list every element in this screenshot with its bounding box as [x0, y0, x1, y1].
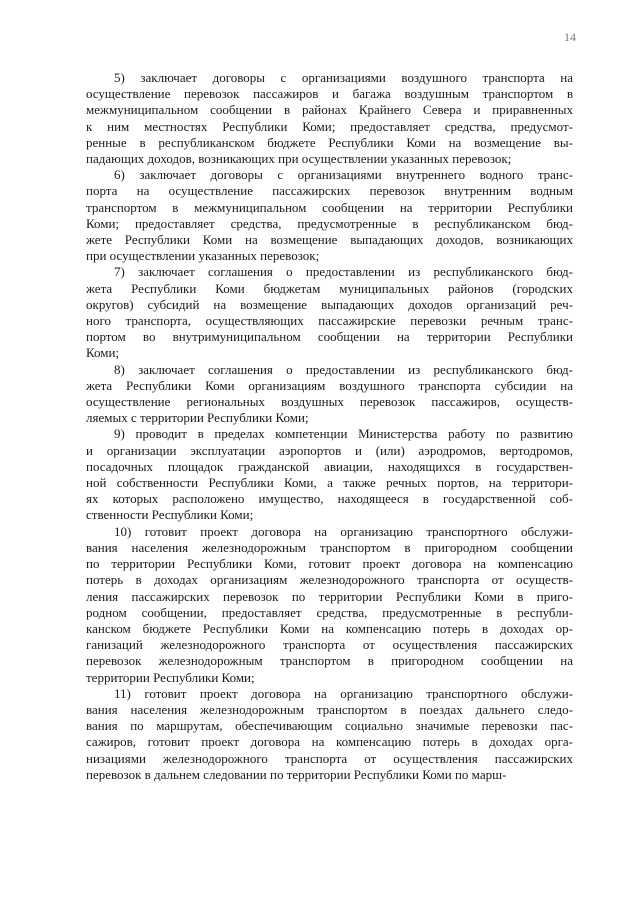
text-line: перевозок железнодорожным транспортом в пригородном сообщении на — [86, 653, 573, 669]
text-line: 6) заключает договоры с организациями внутреннего водного транс- — [114, 167, 573, 183]
document-body — [86, 70, 573, 783]
text-line: 11) готовит проект договора на организацию транспортного обслужи- — [114, 685, 573, 701]
page-number: 14 — [564, 30, 576, 44]
text-line: транспортом в межмуниципальном сообщении на территории Республики — [86, 199, 573, 215]
text-line: перевозок в дальнем следовании по территории Республики Коми по марш- — [86, 766, 507, 782]
text-line: ного транспорта, осуществляющих пассажирские перевозки речным транс- — [86, 313, 573, 329]
paragraph-item-11 — [86, 686, 573, 783]
text-line: Коми; предоставляет средства, предусмотренные в республиканском бюд- — [86, 215, 573, 231]
text-line: родном сообщении, предоставляет средства, предусмотренные в республи- — [86, 604, 573, 620]
text-line: ственности Республики Коми; — [86, 507, 254, 523]
text-line: ганизаций железнодорожного транспорта от осуществления пассажирских — [86, 637, 573, 653]
paragraph-item-6 — [86, 167, 573, 264]
text-line: осуществление перевозок пассажиров и багажа воздушным транспортом в — [86, 86, 573, 102]
text-line: портом во внутримуниципальном сообщении на территории Республики — [86, 329, 573, 345]
text-line: вания населения железнодорожным транспортом в поездах дальнего следо- — [86, 701, 573, 717]
text-line: порта на осуществление пассажирских перевозок внутренним водным — [86, 183, 573, 199]
text-line: низациями железнодорожного транспорта от осуществления пассажирских — [86, 750, 573, 766]
text-line: сажиров, готовит проект договора на компенсацию потерь в доходах орга- — [86, 734, 573, 750]
paragraph-item-5 — [86, 70, 573, 167]
text-line: осуществление региональных воздушных перевозок пассажиров, осуществ- — [86, 394, 573, 410]
text-line: жета Республики Коми бюджетам муниципальных районов (городских — [86, 280, 573, 296]
text-line: территории Республики Коми; — [86, 669, 255, 685]
text-line: и организации эксплуатации аэропортов и (или) аэродромов, вертодромов, — [86, 442, 573, 458]
text-line: посадочных площадок гражданской авиации, находящихся в государствен- — [86, 458, 573, 474]
text-line: 8) заключает соглашения о предоставлении из республиканского бюд- — [114, 361, 573, 377]
text-line: падающих доходов, возникающих при осуществлении указанных перевозок; — [86, 151, 512, 167]
text-line: ления пассажирских перевозок по территории Республики Коми в приго- — [86, 588, 573, 604]
text-line: Коми; — [86, 345, 120, 361]
text-line: вания по маршрутам, обеспечивающим социально значимые перевозки пас- — [86, 718, 573, 734]
text-line: жета Республики Коми организациям воздушного транспорта субсидии на — [86, 377, 573, 393]
text-line: к ним местностях Республики Коми; предоставляет средства, предусмот- — [86, 118, 573, 134]
text-line: межмуниципальном сообщении в районах Крайнего Севера и приравненных — [86, 102, 573, 118]
text-line: по территории Республики Коми, готовит проект договора на компенсацию — [86, 556, 573, 572]
text-line: 10) готовит проект договора на организацию транспортного обслужи- — [114, 523, 573, 539]
text-line: 9) проводит в пределах компетенции Министерства работу по развитию — [114, 426, 573, 442]
text-line: округов) субсидий на возмещение выпадающих доходов организаций реч- — [86, 296, 573, 312]
text-line: канском бюджете Республики Коми на компенсацию потерь в доходах ор- — [86, 620, 573, 636]
text-line: потерь в доходах организациям железнодорожного транспорта от осуществ- — [86, 572, 573, 588]
text-line: жете Республики Коми на возмещение выпадающих доходов, возникающих — [86, 232, 573, 248]
paragraph-item-9 — [86, 426, 573, 523]
paragraph-item-8 — [86, 362, 573, 427]
text-line: ляемых с территории Республики Коми; — [86, 410, 309, 426]
text-line: вания населения железнодорожным транспортом в пригородном сообщении — [86, 539, 573, 555]
text-line: 7) заключает соглашения о предоставлении из республиканского бюд- — [114, 264, 573, 280]
text-line: ях которых расположено имущество, находящееся в государственной соб- — [86, 491, 573, 507]
text-line: ренные в республиканском бюджете Республики Коми на возмещение вы- — [86, 134, 573, 150]
paragraph-item-7 — [86, 264, 573, 361]
text-line: при осуществлении указанных перевозок; — [86, 248, 320, 264]
text-line: 5) заключает договоры с организациями воздушного транспорта на — [114, 70, 573, 85]
paragraph-item-10 — [86, 524, 573, 686]
text-line: ной собственности Республики Коми, а также речных портов, на территори- — [86, 475, 573, 491]
